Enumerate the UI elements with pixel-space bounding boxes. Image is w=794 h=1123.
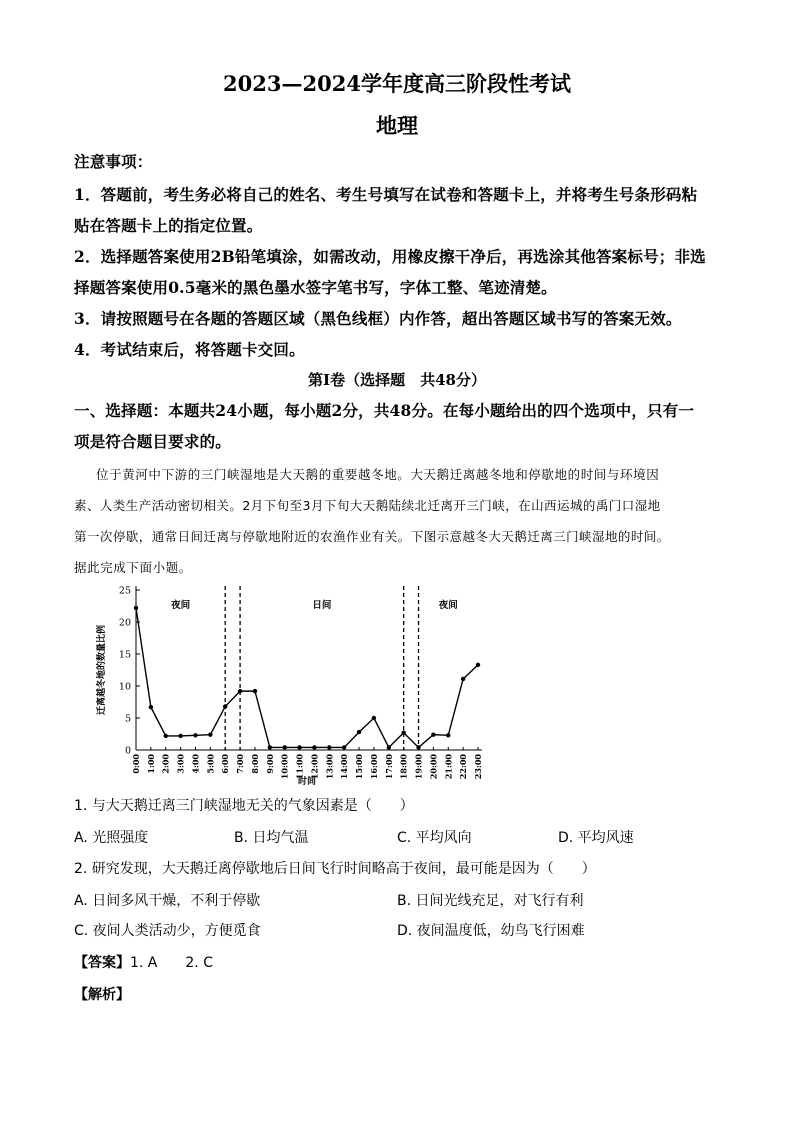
x-tick-label: 1:00 (145, 754, 156, 774)
answer-text: 1. A 2. C (130, 955, 213, 971)
x-tick-label: 2:00 (160, 754, 171, 774)
chart-axes (95, 586, 483, 788)
x-tick-label: 23:00 (473, 754, 483, 780)
data-point (297, 745, 301, 749)
data-point (238, 689, 242, 693)
data-point (253, 689, 257, 693)
y-tick-label: 25 (118, 585, 131, 597)
x-tick-label: 13:00 (324, 754, 335, 780)
region-label: 夜间 (171, 600, 191, 611)
chart-marks (134, 586, 480, 750)
x-tick-label: 19:00 (413, 754, 424, 780)
x-tick-label: 17:00 (383, 754, 394, 780)
series-line (136, 608, 478, 748)
x-tick-label: 3:00 (175, 754, 186, 774)
note-line: 3．请按照题号在各题的答题区域（黑色线框）内作答，超出答题区域书写的答案无效。 (74, 309, 682, 328)
data-point (342, 745, 346, 749)
passage-line: 位于黄河中下游的三门峡湿地是大天鹅的重要越冬地。大天鹅迁离越冬地和停歇地的时间与环境因 (96, 467, 660, 482)
data-point (401, 731, 405, 735)
x-tick-label: 15:00 (354, 754, 365, 780)
data-point (431, 732, 435, 736)
migration-time-chart (90, 582, 500, 790)
x-tick-label: 5:00 (205, 754, 216, 774)
data-point (134, 606, 138, 610)
note-line: 1．答题前，考生务必将自己的姓名、考生号填写在试卷和答题卡上，并将考生号条形码粘 (74, 185, 698, 204)
data-point (208, 732, 212, 736)
note-line: 贴在答题卡上的指定位置。 (74, 216, 263, 235)
notes-heading: 注意事项： (74, 152, 153, 171)
x-tick-label: 14:00 (339, 754, 350, 780)
y-axis-title: 迁离越冬地的数量比例 (97, 624, 107, 716)
note-line: 2．选择题答案使用2B铅笔填涂，如需改动，用橡皮擦干净后，再选涂其他答案标号；非选 (74, 247, 706, 266)
x-tick-label: 8:00 (249, 754, 260, 774)
data-point (149, 705, 153, 709)
x-tick-label: 12:00 (309, 754, 320, 780)
subject-title: 地理 (376, 113, 418, 138)
question-1-option-d: D. 平均风速 (558, 830, 634, 846)
question-1-stem: 1. 与大天鹅迁离三门峡湿地无关的气象因素是（ ） (74, 798, 414, 814)
question-2-option-b: B. 日间光线充足，对飞行有利 (397, 893, 584, 909)
region-label: 夜间 (438, 600, 458, 611)
section-heading: 项是符合题目要求的。 (74, 432, 232, 451)
passage-line: 据此完成下面小题。 (74, 560, 192, 575)
data-point (327, 745, 331, 749)
region-label: 日间 (312, 600, 332, 611)
question-1-option-b: B. 日均气温 (234, 830, 309, 846)
analysis-line (74, 984, 130, 1004)
y-tick-label: 0 (124, 745, 131, 757)
data-point (268, 745, 272, 749)
section-title: 第Ⅰ卷（选择题 共48分） (308, 371, 486, 389)
x-tick-label: 11:00 (294, 754, 305, 780)
data-point (461, 677, 465, 681)
section-heading: 一、选择题：本题共24小题，每小题2分，共48分。在每小题给出的四个选项中，只有一 (74, 401, 695, 420)
y-tick-label: 5 (124, 713, 131, 725)
data-point (178, 734, 182, 738)
x-axis-title: 时间 (297, 777, 317, 787)
y-tick-label: 10 (118, 681, 131, 693)
data-point (193, 733, 197, 737)
data-point (446, 733, 450, 737)
data-point (164, 734, 168, 738)
x-tick-label: 22:00 (458, 754, 469, 780)
note-line: 择题答案使用0.5毫米的黑色墨水签字笔书写，字体工整、笔迹清楚。 (74, 278, 557, 297)
y-tick-label: 15 (118, 649, 131, 661)
x-tick-label: 7:00 (235, 754, 246, 774)
x-tick-label: 4:00 (190, 754, 201, 774)
data-point (312, 745, 316, 749)
data-point (416, 745, 420, 749)
passage-line: 素、人类生产活动密切相关。2月下旬至3月下旬大天鹅陆续北迁离开三门峡，在山西运城的禹门口湿地 (74, 498, 661, 513)
data-point (372, 716, 376, 720)
data-point (282, 745, 286, 749)
question-2-stem: 2. 研究发现，大天鹅迁离停歇地后日间飞行时间略高于夜间，最可能是因为（ ） (74, 861, 596, 877)
analysis-tag: 【解析】 (74, 987, 130, 1003)
question-1-option-c: C. 平均风向 (397, 830, 472, 846)
x-tick-label: 20:00 (428, 754, 439, 780)
x-tick-label: 6:00 (220, 754, 231, 774)
x-tick-label: 21:00 (443, 754, 454, 780)
question-2-option-c: C. 夜间人类活动少，方便觅食 (74, 923, 261, 939)
answer-tag: 【答案】 (74, 955, 130, 971)
question-2-option-d: D. 夜间温度低，幼鸟飞行困难 (397, 923, 585, 939)
x-tick-label: 9:00 (264, 754, 275, 774)
answer-line (74, 952, 213, 972)
question-1-option-a: A. 光照强度 (74, 830, 149, 846)
x-tick-label: 16:00 (368, 754, 379, 780)
data-point (387, 745, 391, 749)
question-2-option-a: A. 日间多风干燥，不利于停歇 (74, 893, 261, 909)
passage-line: 第一次停歇，通常日间迁离与停歇地附近的农渔作业有关。下图示意越冬大天鹅迁离三门峡湿地的时间。 (74, 529, 670, 544)
data-point (357, 730, 361, 734)
exam-title: 2023—2024学年度高三阶段性考试 (223, 71, 571, 96)
data-point (476, 663, 480, 667)
x-tick-label: 18:00 (398, 754, 409, 780)
data-point (223, 704, 227, 708)
x-tick-label: 0:00 (131, 754, 141, 774)
note-line: 4．考试结束后，将答题卡交回。 (74, 340, 305, 359)
y-tick-label: 20 (118, 617, 131, 629)
x-tick-label: 10:00 (279, 754, 290, 780)
